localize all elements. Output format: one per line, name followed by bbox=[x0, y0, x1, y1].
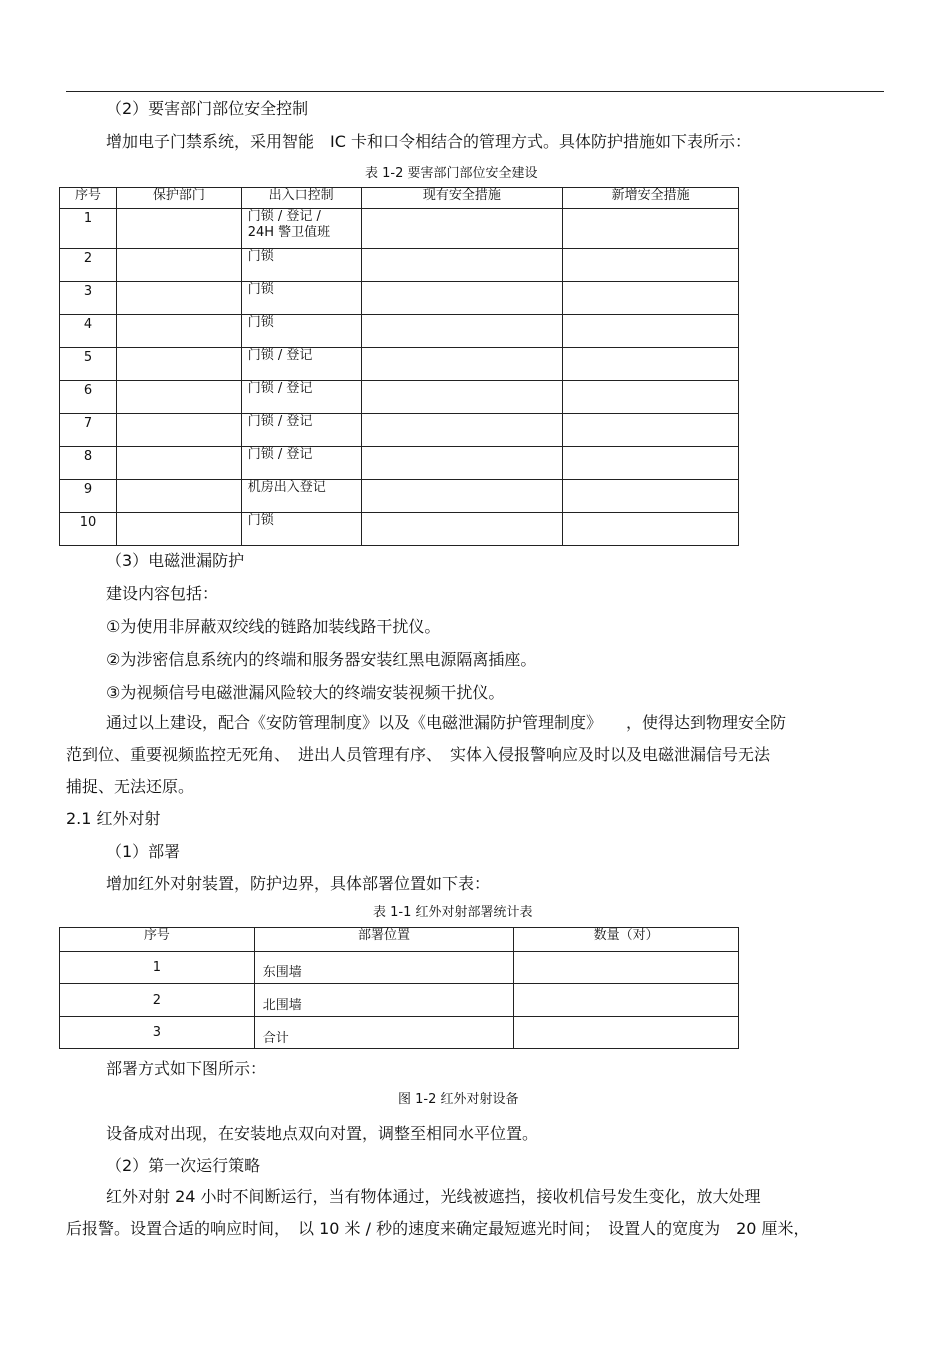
table1-caption: 表 1-2 要害部门部位安全建设 bbox=[365, 166, 538, 181]
table-row bbox=[60, 348, 739, 381]
subsection-heading-run-strategy: （2）第一次运行策略 bbox=[106, 1156, 261, 1175]
table2-caption: 表 1-1 红外对射部署统计表 bbox=[373, 905, 533, 920]
infrared-deployment-table bbox=[59, 927, 739, 1049]
location-cell: 合计 bbox=[254, 1017, 514, 1049]
row-number: 5 bbox=[60, 348, 117, 381]
col-header-location: 部署位置 bbox=[254, 928, 514, 952]
access-control-cell: 门锁 bbox=[241, 315, 361, 348]
table-row bbox=[60, 1017, 739, 1049]
figure-caption: 图 1-2 红外对射设备 bbox=[398, 1092, 519, 1107]
table-row bbox=[60, 513, 739, 546]
list-item-1: ①为使用非屏蔽双绞线的链路加装线路干扰仪。 bbox=[106, 617, 441, 636]
paragraph-build-content: 建设内容包括： bbox=[106, 584, 219, 603]
paragraph-figure-intro: 部署方式如下图所示： bbox=[106, 1059, 267, 1078]
access-control-cell: 门锁 / 登记 bbox=[241, 381, 361, 414]
row-number: 3 bbox=[60, 1017, 255, 1049]
col-header-existing: 现有安全措施 bbox=[361, 188, 563, 209]
paragraph-summary-line1: 通过以上建设，配合《安防管理制度》以及《电磁泄漏防护管理制度》 ，使得达到物理安全防 bbox=[106, 713, 787, 732]
col-header-no: 序号 bbox=[60, 188, 117, 209]
location-cell: 东围墙 bbox=[254, 952, 514, 984]
table-row bbox=[60, 381, 739, 414]
access-control-cell: 门锁 / 登记 / 24H 警卫值班 bbox=[241, 209, 361, 249]
table-header-row bbox=[60, 928, 739, 952]
col-header-no: 序号 bbox=[60, 928, 255, 952]
table-row bbox=[60, 952, 739, 984]
row-number: 1 bbox=[60, 952, 255, 984]
paragraph-run-line2: 后报警。设置合适的响应时间， 以 10 米 / 秒的速度来确定最短遮光时间； 设置人的宽度为 20 厘米， bbox=[66, 1219, 810, 1238]
paragraph-access-control: 增加电子门禁系统，采用智能 IC 卡和口令相结合的管理方式。具体防护措施如下表所示： bbox=[106, 132, 751, 151]
access-control-cell: 门锁 / 登记 bbox=[241, 414, 361, 447]
access-control-cell: 门锁 / 登记 bbox=[241, 348, 361, 381]
access-control-cell: 门锁 / 登记 bbox=[241, 447, 361, 480]
row-number: 1 bbox=[60, 209, 117, 249]
row-number: 10 bbox=[60, 513, 117, 546]
security-measures-table bbox=[59, 187, 739, 546]
paragraph-pairing: 设备成对出现，在安装地点双向对置，调整至相同水平位置。 bbox=[106, 1124, 539, 1143]
header-rule bbox=[66, 91, 884, 92]
col-header-new: 新增安全措施 bbox=[563, 188, 739, 209]
paragraph-summary-line2: 范到位、重要视频监控无死角、 进出人员管理有序、 实体入侵报警响应及时以及电磁泄漏信号无法 bbox=[66, 745, 771, 764]
list-item-2: ②为涉密信息系统内的终端和服务器安装红黑电源隔离插座。 bbox=[106, 650, 537, 669]
table-row bbox=[60, 414, 739, 447]
list-item-3: ③为视频信号电磁泄漏风险较大的终端安装视频干扰仪。 bbox=[106, 683, 505, 702]
access-control-cell: 门锁 bbox=[241, 513, 361, 546]
section-heading-2-1: 2.1 红外对射 bbox=[66, 809, 161, 828]
table-header-row bbox=[60, 188, 739, 209]
access-control-cell: 机房出入登记 bbox=[241, 480, 361, 513]
table-row bbox=[60, 282, 739, 315]
table-row bbox=[60, 209, 739, 249]
col-header-access: 出入口控制 bbox=[241, 188, 361, 209]
row-number: 7 bbox=[60, 414, 117, 447]
access-control-cell: 门锁 bbox=[241, 249, 361, 282]
table-row bbox=[60, 315, 739, 348]
table-row bbox=[60, 249, 739, 282]
row-number: 3 bbox=[60, 282, 117, 315]
row-number: 2 bbox=[60, 249, 117, 282]
row-number: 4 bbox=[60, 315, 117, 348]
table-row bbox=[60, 447, 739, 480]
paragraph-summary-line3: 捕捉、无法还原。 bbox=[66, 777, 195, 796]
table-row bbox=[60, 480, 739, 513]
row-number: 9 bbox=[60, 480, 117, 513]
access-control-cell: 门锁 bbox=[241, 282, 361, 315]
col-header-dept: 保护部门 bbox=[116, 188, 241, 209]
paragraph-deploy: 增加红外对射装置，防护边界，具体部署位置如下表： bbox=[106, 874, 491, 893]
section-heading-2: （2）要害部门部位安全控制 bbox=[106, 99, 309, 118]
table-row bbox=[60, 984, 739, 1017]
row-number: 8 bbox=[60, 447, 117, 480]
col-header-quantity: 数量（对） bbox=[514, 928, 739, 952]
section-heading-3: （3）电磁泄漏防护 bbox=[106, 551, 245, 570]
subsection-heading-deploy: （1）部署 bbox=[106, 842, 181, 861]
row-number: 6 bbox=[60, 381, 117, 414]
paragraph-run-line1: 红外对射 24 小时不间断运行，当有物体通过，光线被遮挡，接收机信号发生变化，放大处理 bbox=[106, 1187, 761, 1206]
location-cell: 北围墙 bbox=[254, 984, 514, 1017]
row-number: 2 bbox=[60, 984, 255, 1017]
